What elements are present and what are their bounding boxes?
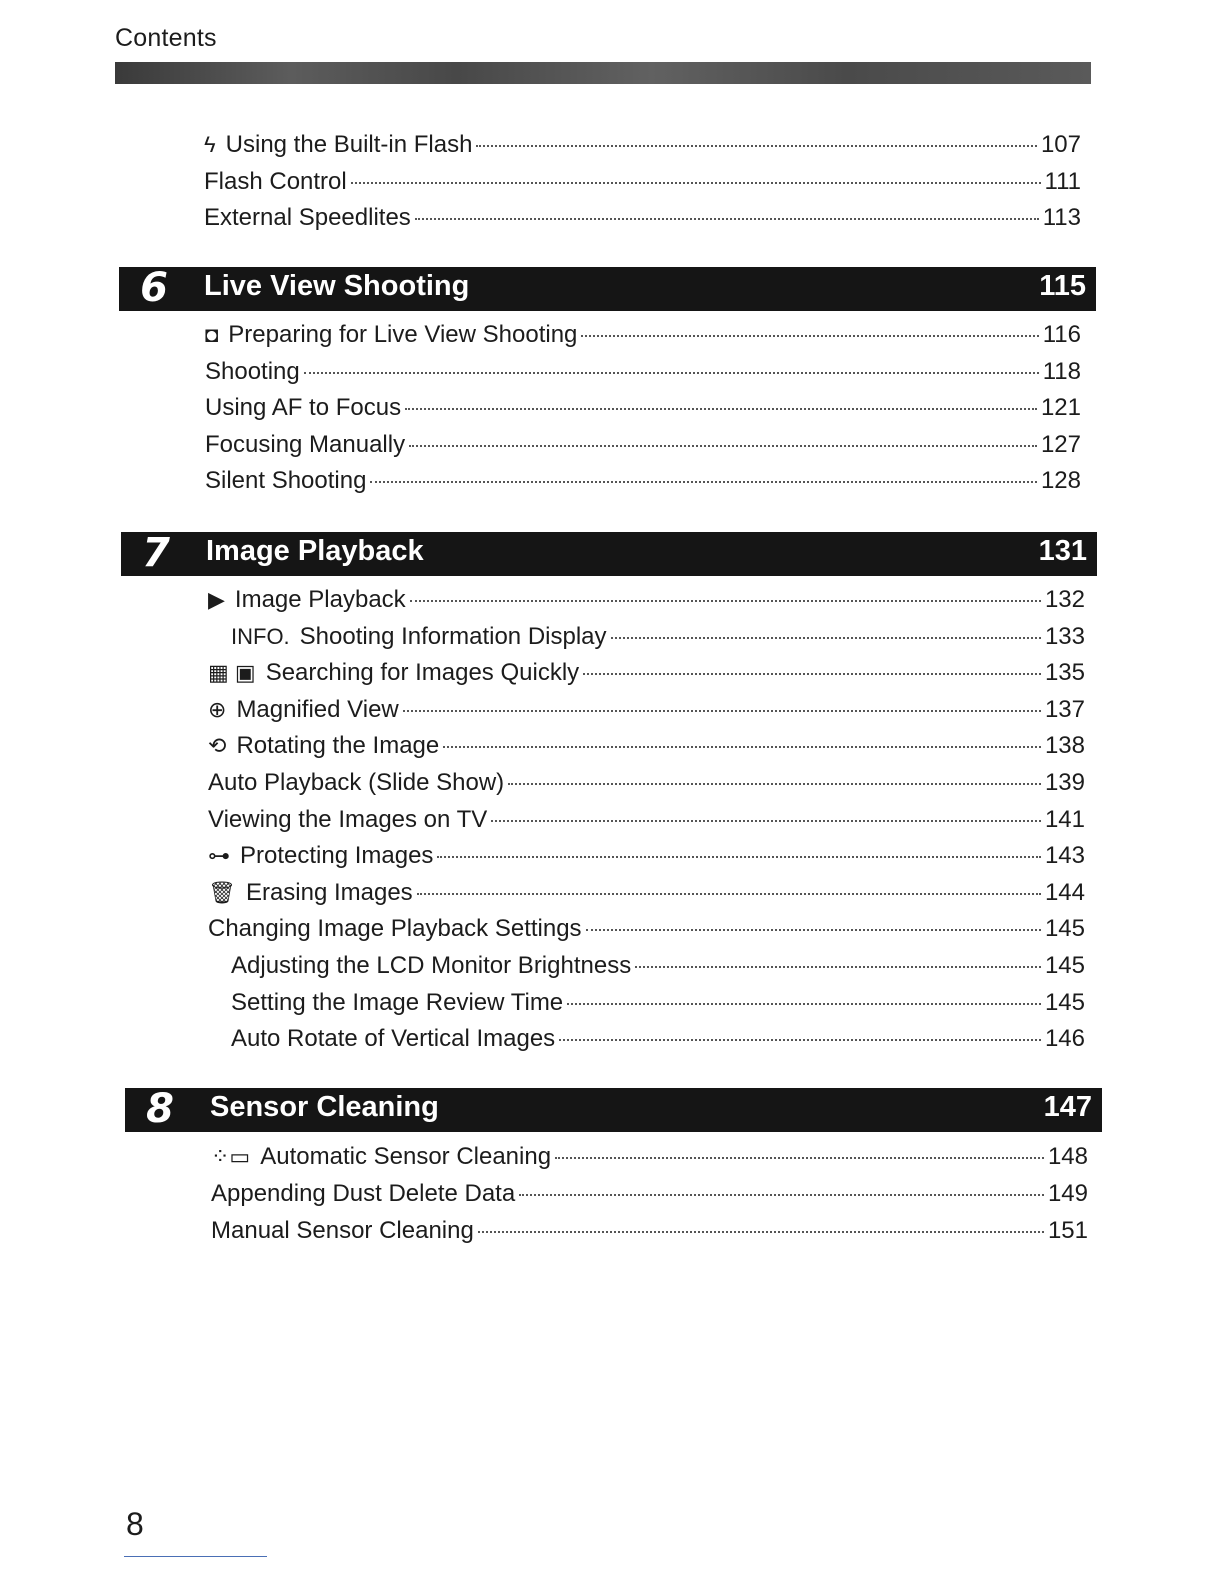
chapter-title: Image Playback xyxy=(206,535,424,567)
flash-icon: ϟ xyxy=(204,132,216,157)
toc-entry[interactable] xyxy=(205,394,1081,428)
toc-entry[interactable] xyxy=(211,1180,1088,1214)
toc-entry-label: Appending Dust Delete Data xyxy=(211,1180,516,1207)
toc-entry-page: 111 xyxy=(1044,167,1081,195)
protect-key-icon: ⊶ xyxy=(208,843,230,869)
dot-leader xyxy=(581,335,1038,337)
toc-entry[interactable] xyxy=(208,769,1085,803)
playback-icon: ▶ xyxy=(208,587,225,612)
toc-entry-label: Automatic Sensor Cleaning xyxy=(260,1143,552,1170)
toc-entry-page: 113 xyxy=(1042,204,1081,231)
toc-entry[interactable] xyxy=(208,732,1085,766)
toc-entry-page: 139 xyxy=(1044,769,1085,796)
toc-entry[interactable] xyxy=(204,168,1081,202)
toc-entry-page: 132 xyxy=(1044,586,1085,613)
dot-leader xyxy=(370,481,1037,483)
toc-entry-page: 144 xyxy=(1044,878,1085,906)
chapter-page: 131 xyxy=(1038,535,1087,567)
dot-leader xyxy=(611,637,1041,639)
dot-leader xyxy=(304,372,1039,374)
toc-entry-page: 141 xyxy=(1044,805,1085,833)
toc-entry[interactable] xyxy=(204,204,1081,238)
trash-icon: 🗑 xyxy=(208,879,236,905)
toc-entry-label: Using AF to Focus xyxy=(205,394,402,421)
toc-entry-page: 127 xyxy=(1040,430,1081,458)
dot-leader xyxy=(519,1194,1044,1196)
chapter-heading-7[interactable] xyxy=(121,532,1097,576)
toc-entry-label: Adjusting the LCD Monitor Brightness xyxy=(231,952,632,979)
toc-entry-label: Silent Shooting xyxy=(205,467,367,494)
dot-leader xyxy=(478,1231,1044,1233)
toc-entry[interactable] xyxy=(231,952,1085,986)
toc-entry-label: Shooting xyxy=(205,357,300,385)
dot-leader xyxy=(437,856,1041,858)
toc-entry-label: Setting the Image Review Time xyxy=(231,988,564,1016)
chapter-heading-8[interactable] xyxy=(125,1088,1102,1132)
dot-leader xyxy=(476,145,1037,147)
dot-leader xyxy=(409,445,1037,447)
toc-entry[interactable] xyxy=(208,879,1085,913)
live-view-camera-icon: ◘ xyxy=(205,322,219,347)
toc-entry-label: Magnified View xyxy=(236,695,399,723)
chapter-page: 115 xyxy=(1039,270,1086,302)
toc-entry-label: Using the Built-in Flash xyxy=(225,131,473,158)
chapter-number: 8 xyxy=(146,1086,174,1132)
toc-entry[interactable] xyxy=(204,131,1081,165)
toc-entry-page: 145 xyxy=(1044,988,1085,1016)
toc-entry-label: External Speedlites xyxy=(204,204,411,231)
dot-leader xyxy=(403,710,1041,712)
chapter-heading-6[interactable] xyxy=(119,267,1096,311)
toc-entry-page: 148 xyxy=(1047,1143,1088,1170)
footer-rule xyxy=(124,1556,267,1557)
toc-entry-page: 107 xyxy=(1040,131,1081,158)
toc-entry-page: 133 xyxy=(1044,622,1085,650)
toc-entry-label: Focusing Manually xyxy=(205,430,406,458)
toc-entry[interactable] xyxy=(208,586,1085,620)
chapter-number: 6 xyxy=(140,265,168,311)
toc-entry[interactable] xyxy=(231,989,1085,1023)
toc-entry-label: Auto Playback (Slide Show) xyxy=(208,769,505,796)
dot-leader xyxy=(635,966,1041,968)
toc-entry-label: Viewing the Images on TV xyxy=(208,805,488,833)
toc-entry-label: Shooting Information Display xyxy=(299,622,607,650)
toc-entry-page: 151 xyxy=(1047,1217,1088,1244)
header-rule xyxy=(115,62,1091,84)
chapter-title: Sensor Cleaning xyxy=(210,1091,439,1123)
dot-leader xyxy=(508,783,1041,785)
toc-entry[interactable] xyxy=(208,842,1085,876)
dot-leader xyxy=(583,673,1041,675)
toc-entry-page: 143 xyxy=(1044,842,1085,870)
toc-entry-page: 128 xyxy=(1040,467,1081,494)
toc-entry-page: 118 xyxy=(1042,357,1081,385)
index-jump-icon: ▦ ▣ xyxy=(208,660,256,686)
toc-entry-page: 145 xyxy=(1044,952,1085,979)
toc-entry[interactable] xyxy=(208,696,1085,730)
chapter-number: 7 xyxy=(142,530,170,576)
toc-entry-page: 121 xyxy=(1040,394,1081,421)
page-number: 8 xyxy=(126,1506,144,1542)
toc-entry-page: 137 xyxy=(1044,695,1085,723)
toc-entry-label: Flash Control xyxy=(204,167,347,195)
rotate-icon: ⟲ xyxy=(208,733,227,759)
toc-entry-label: Image Playback xyxy=(234,586,406,613)
dot-leader xyxy=(351,182,1041,184)
dot-leader xyxy=(410,600,1041,602)
toc-entry-label: Rotating the Image xyxy=(236,732,440,760)
chapter-page: 147 xyxy=(1043,1091,1092,1123)
sensor-cleaning-icon: ⁘▭ xyxy=(211,1144,251,1169)
toc-entry-page: 138 xyxy=(1044,732,1085,760)
toc-entry[interactable] xyxy=(205,358,1081,392)
toc-entry[interactable] xyxy=(208,659,1085,693)
dot-leader xyxy=(405,408,1037,410)
toc-entry[interactable] xyxy=(231,1025,1085,1059)
dot-leader xyxy=(559,1039,1041,1041)
toc-entry-label: Changing Image Playback Settings xyxy=(208,915,582,943)
dot-leader xyxy=(491,820,1041,822)
toc-entry-page: 146 xyxy=(1044,1025,1085,1053)
toc-entry[interactable] xyxy=(231,623,1085,657)
toc-entry-page: 116 xyxy=(1042,321,1081,348)
dot-leader xyxy=(417,893,1041,895)
toc-entry-page: 135 xyxy=(1044,659,1085,687)
toc-entry[interactable] xyxy=(211,1217,1088,1251)
toc-entry-page: 145 xyxy=(1044,915,1085,943)
toc-entry-page: 149 xyxy=(1047,1180,1088,1207)
toc-entry-label: Preparing for Live View Shooting xyxy=(228,321,578,348)
toc-entry-label: Searching for Images Quickly xyxy=(265,659,580,687)
toc-entry-label: Manual Sensor Cleaning xyxy=(211,1217,474,1244)
toc-entry[interactable] xyxy=(208,915,1085,949)
toc-entry[interactable] xyxy=(205,467,1081,501)
toc-entry[interactable] xyxy=(208,806,1085,840)
toc-entry-label: Protecting Images xyxy=(240,842,434,870)
page-header-title: Contents xyxy=(115,24,217,52)
dot-leader xyxy=(415,218,1039,220)
toc-entry-label: Auto Rotate of Vertical Images xyxy=(231,1025,556,1053)
toc-entry[interactable] xyxy=(211,1143,1088,1177)
dot-leader xyxy=(567,1003,1041,1005)
dot-leader xyxy=(586,929,1041,931)
toc-entry[interactable] xyxy=(205,321,1081,355)
toc-entry[interactable] xyxy=(205,431,1081,465)
info-button-icon: INFO. xyxy=(231,623,290,649)
dot-leader xyxy=(555,1157,1044,1159)
chapter-title: Live View Shooting xyxy=(204,270,470,302)
toc-entry-label: Erasing Images xyxy=(245,878,413,906)
dot-leader xyxy=(443,746,1041,748)
magnify-icon: ⊕ xyxy=(208,696,227,722)
